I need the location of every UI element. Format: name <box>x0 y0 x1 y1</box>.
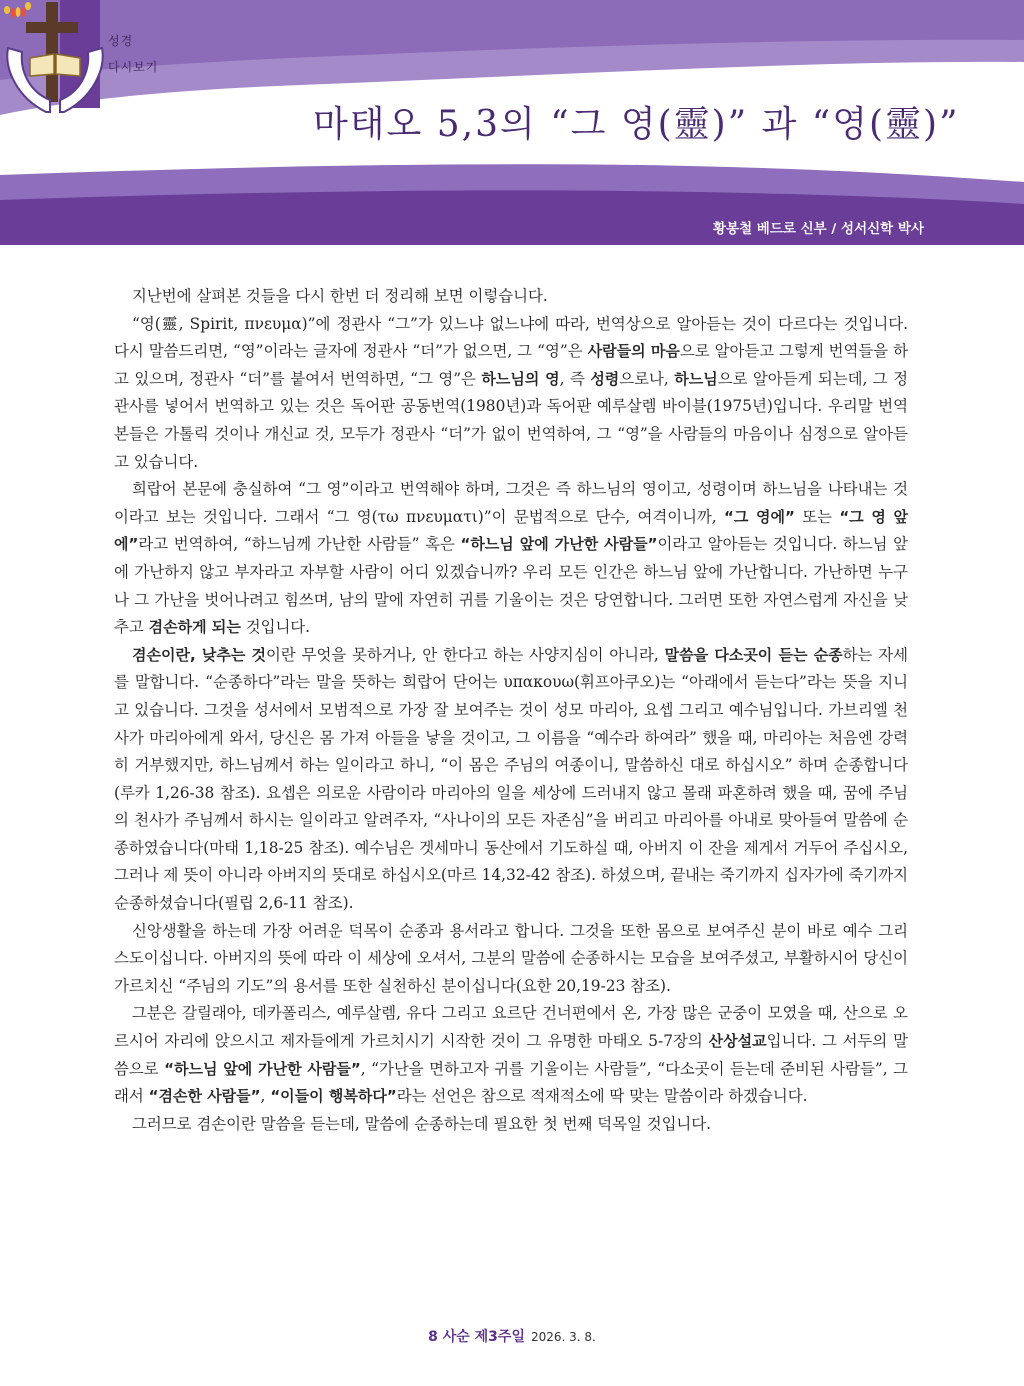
paragraph-text: 것입니다. <box>240 618 311 637</box>
emphasis-text: 하느님 <box>674 369 718 388</box>
paragraph-text: 으로나, <box>619 369 675 388</box>
paragraph-text: “영(靈, Spirit, πνευμα)”에 정관사 “그”가 있느냐 없느냐에 따라, 번역상으로 알아듣는 것이 다르다는 것입니다. 다시 말씀드리면, “영”이라는 글자에 정관사 “더”가 없으면, 그 “영”은 <box>114 314 908 361</box>
paragraph-text: 또는 <box>794 507 840 526</box>
paragraph-text: 하는 자세를 말합니다. “순종하다”라는 말을 뜻하는 희랍어 단어는 υπακουω(휘프아쿠오)는 “아래에서 듣는다”라는 뜻을 지니고 있습니다. 그것을 성서에서 모범적으로 가장 잘 보여주는 것이 성모 마리아, 요셉 그리고 예수님입니다. 가브리엘 천사가 마리아에게 와서, 당신은 몸 가져 아들을 낳을 것이고, 그 이름을 “예수라 하여라” 했을 때, 마리아는 처음엔 강력히 거부했지만, 하느님께서 하는 일이라고 하니, “이 몸은 주님의 여종이니, 말씀하신 대로 하십시오” 하며 순종합니다(루카 1,26-38 참조). 요셉은 의로운 사람이라 마리아의 일을 세상에 드러내지 않고 몰래 파혼하려 했을 때, 꿈에 주님의 천사가 주님께서 하시는 일이라고 알려주자, “사나이의 모든 자존심”을 버리고 마리아를 아내로 맞아들여 말씀에 순종하였습니다(마태 1,18-25 참조). 예수님은 겟세마니 동산에서 기도하실 때, 아버지 이 잔을 제게서 거두어 주십시오, 그러나 제 뜻이 아니라 아버지의 뜻대로 하십시오(마르 14,32-42 참조). 하셨으며, 끝내는 죽기까지 십자가에 죽기까지 순종하셨습니다(필립 2,6-11 참조). <box>114 645 908 913</box>
paragraph-text: 라는 선언은 참으로 적재적소에 딱 맞는 말씀이라 하겠습니다. <box>396 1087 808 1106</box>
emphasis-text: 말씀을 다소곳이 듣는 순종 <box>664 645 843 664</box>
series-label-line1: 성경 <box>108 34 134 48</box>
emphasis-text: “이들이 행복하다” <box>270 1087 397 1106</box>
cross-bible-hands-icon <box>0 0 110 130</box>
paragraph-1 <box>114 283 908 311</box>
paragraph-3 <box>114 476 908 642</box>
author-byline: 황봉철 베드로 신부 / 성서신학 박사 <box>712 221 924 237</box>
emphasis-text: 하느님의 영 <box>481 369 560 388</box>
emphasis-text: “하느님 앞에 가난한 사람들” <box>460 535 658 554</box>
paragraph-2 <box>114 311 908 477</box>
issue-date: 2026. 3. 8. <box>530 1330 596 1344</box>
paragraph-text: 으로 알아듣고 그렇게 번역들을 하고 있으며, 정관사 “더”를 붙여서 번역하면, “그 영”은 <box>114 342 908 388</box>
series-label-line2: 다시보기 <box>108 60 159 74</box>
paragraph-4 <box>114 642 908 918</box>
emphasis-text: 겸손이란, 낮추는 것 <box>132 645 267 664</box>
article-body <box>114 283 908 1138</box>
emphasis-text: 사람들의 마음 <box>587 342 680 361</box>
series-label <box>108 28 158 80</box>
page-header <box>0 0 1024 245</box>
page-title: 마태오 5,3의 “그 영(靈)” 과 “영(靈)” <box>313 104 960 145</box>
paragraph-text: 지난번에 살펴본 것들을 다시 한번 더 정리해 보면 이렇습니다. <box>132 287 548 305</box>
paragraph-text: 희랍어 본문에 충실하여 “그 영”이라고 번역해야 하며, 그것은 즉 하느님의 영이고, 성령이며 하느님을 나타내는 것이라고 보는 것입니다. 그래서 “그 영(τω πνευματι)”이 문법적으로 단수, 여격이니까, <box>114 480 908 526</box>
paragraph-7 <box>114 1111 908 1139</box>
emphasis-text: “겸손한 사람들” <box>148 1087 261 1106</box>
page-number-label: 8 사순 제3주일 <box>428 1329 525 1345</box>
paragraph-text: 으로 알아듣게 되는데, 그 정관사를 넣어서 번역하고 있는 것은 독어판 공동번역(1980년)과 독어판 예루살렘 바이블(1975년)입니다. 우리말 번역본들은 가톨릭 것이나 개신교 것, 모두가 정관사 “더”가 없이 번역하여, 그 “영”을 사람들의 마음이나 심정으로 알아듣고 있습니다. <box>114 369 908 471</box>
emphasis-text: “하느님 앞에 가난한 사람들” <box>164 1059 361 1078</box>
paragraph-text: , <box>260 1087 271 1106</box>
paragraph-6 <box>114 1000 908 1110</box>
paragraph-text: , 즉 <box>559 369 591 388</box>
emphasis-text: “그 영에” <box>724 507 795 526</box>
paragraph-text: 입니다. 그 서두의 말씀으로 <box>114 1032 908 1078</box>
paragraph-text: 이란 무엇을 못하거나, 안 한다고 하는 사양지심이 아니라, <box>266 645 665 664</box>
paragraph-5 <box>114 918 908 1001</box>
emphasis-text: 겸손하게 되는 <box>148 618 241 637</box>
paragraph-text: 신앙생활을 하는데 가장 어려운 덕목이 순종과 용서라고 합니다. 그것을 또한 몸으로 보여주신 분이 바로 예수 그리스도이십니다. 아버지의 뜻에 따라 이 세상에 오셔서, 그분의 말씀에 순종하시는 모습을 보여주셨고, 부활하시어 당신이 가르치신 “주님의 기도”의 용서를 또한 실천하신 분이십니다(요한 20,19-23 참조). <box>114 921 908 995</box>
paragraph-text: , “가난을 면하고자 귀를 기울이는 사람들”, “다소곳이 듣는데 준비된 사람들”, 그래서 <box>114 1059 909 1106</box>
emphasis-text: 성령 <box>590 369 620 388</box>
emphasis-text: “그 영 앞에” <box>114 507 908 554</box>
paragraph-text: 그러므로 겸손이란 말씀을 듣는데, 말씀에 순종하는데 필요한 첫 번째 덕목일 것입니다. <box>132 1114 712 1133</box>
paragraph-text: 이라고 알아듣는 것입니다. 하느님 앞에 가난하지 않고 부자라고 자부할 사람이 어디 있겠습니까? 우리 모든 인간은 하느님 앞에 가난합니다. 가난하면 누구나 그 가난을 벗어나려고 힘쓰며, 남의 말에 자연히 귀를 기울이는 것은 당연합니다. 그러면 또한 자연스럽게 자신을 낮추고 <box>114 535 908 637</box>
paragraph-text: 라고 번역하여, “하느님께 가난한 사람들” 혹은 <box>138 535 461 554</box>
paragraph-text: 그분은 갈릴래아, 데카폴리스, 예루살렘, 유다 그리고 요르단 건너편에서 온, 가장 많은 군중이 모였을 때, 산으로 오르시어 자리에 앉으시고 제자들에게 가르치시기 시작한 것이 그 유명한 마태오 5-7장의 <box>114 1004 908 1051</box>
emphasis-text: 산상설교 <box>708 1032 767 1051</box>
page-footer <box>0 1326 1024 1346</box>
